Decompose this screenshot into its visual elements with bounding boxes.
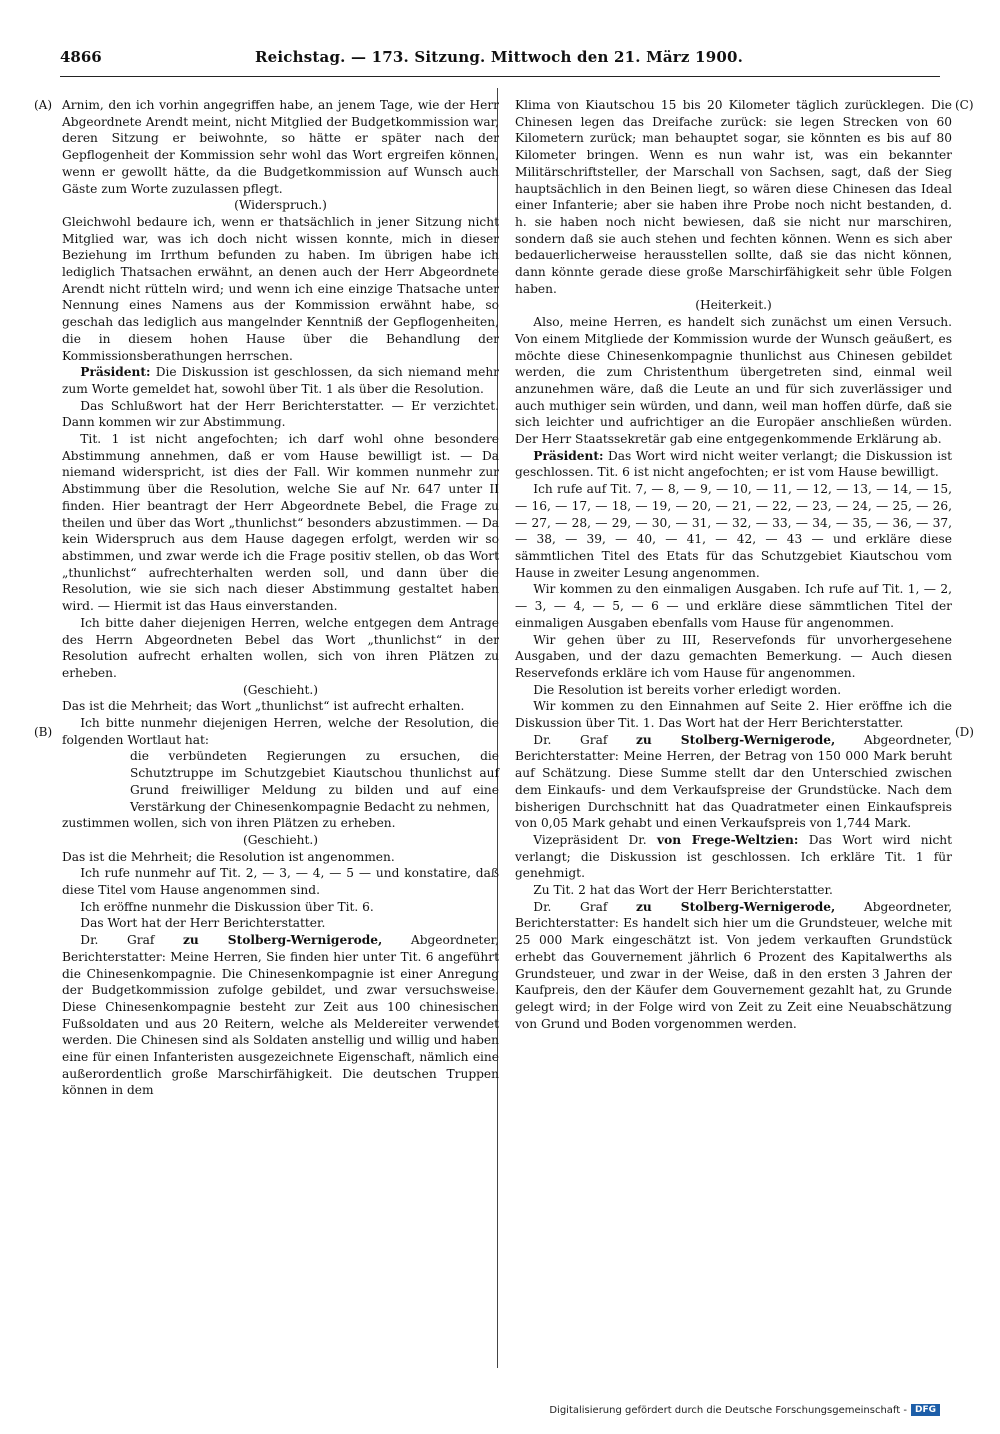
margin-marker-b: (B): [34, 725, 53, 739]
speaker-title: Dr. Graf: [533, 899, 608, 914]
margin-marker-a: (A): [34, 98, 53, 112]
speech-text: Abgeordneter, Berichterstatter: Es handelt sich hier um die Grundsteuer, welche mit 25 000 Mark eingeschätzt ist. Von jedem verkauften Grundstück erhebt das Gouvernement jährlich 6 Prozent des Kapitalwerths als Grundsteuer, und zwar in der Weise, daß in den ersten 3 Jahren der Kaufpreis, den der Käufer dem Gouvernement gezahlt hat, zu Grunde gelegt wird; in der Folge wird von Zeit zu Zeit eine Neuabschätzung von Grund und Boden vorgenommen werden.: [515, 899, 953, 1031]
paragraph: Ich bitte daher diejenigen Herren, welche entgegen dem Antrage des Herrn Abgeordneten Bebel das Wort „thunlichst“ in der Resolution aufrecht erhalten wollen, sich von ihren Plätzen zu erheben.: [62, 615, 499, 680]
paragraph: Gleichwohl bedaure ich, wenn er thatsächlich in jener Sitzung nicht Mitglied war, was ich doch nicht wissen konnte, mich in dieser Beziehung im Irrthum befunden zu haben. Im übrigen habe ich lediglich Thatsachen erwähnt, an denen auch der Herr Abgeordnete Arendt nicht rütteln wird; und wenn ich eine einzige Thatsache unter Nennung eines Namens aus der Kommission erwähnt habe, so geschah das lediglich aus mangelnder Kenntniß der Gepflogenheiten, die in diesem hohen Hause über die Behandlung der Kommissionsberathungen herrschen.: [62, 214, 499, 363]
speech-paragraph: [62, 932, 499, 1099]
speaker-name: von Frege-Weltzien:: [657, 832, 799, 847]
speech-text: Abgeordneter, Berichterstatter: Meine Herren, Sie finden hier unter Tit. 6 angeführt die Chinesenkompagnie. Die Chinesenkompagnie ist einer Anregung der Budgetkommission zufolge gebildet, und zwar versuchsweise. Diese Chinesenkompagnie besteht zur Zeit aus 100 chinesischen Fußsoldaten und aus 20 Reitern, welche als Meldereiter verwendet werden. Die Chinesen sind als Soldaten anstellig und willig und haben eine für einen Infanteristen ausgezeichnete Eigenschaft, nämlich eine außerordentlich große Marschirfähigkeit. Die deutschen Truppen können in dem: [62, 933, 500, 1098]
right-column: [515, 97, 952, 1032]
paragraph: Das Schlußwort hat der Herr Berichterstatter. — Er verzichtet. Dann kommen wir zur Abstimmung.: [62, 398, 499, 430]
dfg-logo: DFG: [911, 1404, 940, 1416]
page-header: [60, 46, 940, 77]
interjection: (Heiterkeit.): [695, 298, 772, 313]
speech-paragraph: [515, 448, 952, 481]
speaker-title: Dr. Graf: [533, 732, 608, 747]
page-number: 4866: [60, 48, 102, 66]
interjection: (Geschieht.): [242, 682, 319, 697]
speaker-title: Dr. Graf: [80, 933, 155, 948]
paragraph: Klima von Kiautschou 15 bis 20 Kilometer täglich zurücklegen. Die Chinesen legen das Dreifache zurück: sie legen Strecken von 60 Kilometern zurück; man behauptet sogar, sie könnten es bis auf 80 Kilometer bringen. Wenn es nun wahr ist, was ein bekannter Militärschriftsteller, der Marschall von Sachsen, sagt, daß der Sieg hauptsächlich in den Beinen liegt, so wären diese Chinesen das Ideal einer Infanterie; aber sie haben ihre Probe noch nicht bestanden, d. h. sie haben noch nicht bewiesen, daß sie nicht nur marschiren, sondern daß sie auch stehen und fechten können. Wenn es sich aber bedauerlicherweise herausstellen sollte, daß sie das nicht können, dann könnte gerade diese große Marschirfähigkeit sehr üble Folgen haben.: [515, 98, 952, 296]
paragraph: Ich bitte nunmehr diejenigen Herren, welche der Resolution, die folgenden Wortlaut hat:: [62, 716, 499, 747]
paragraph: Arnim, den ich vorhin angegriffen habe, an jenem Tage, wie der Herr Abgeordnete Arendt meint, nicht Mitglied der Budgetkommission war, deren Sitzung er beiwohnte, so hätte er später nach der Gepflogenheit der Kommission sehr wohl das Wort ergreifen können, wenn er gewollt hätte, da die Budgetkommission auf Wunsch auch Gäste zum Worte zuzulassen pflegt.: [62, 98, 499, 196]
interjection: (Widerspruch.): [234, 198, 327, 213]
paragraph: Also, meine Herren, es handelt sich zunächst um einen Versuch. Von einem Mitgliede der Kommission wurde der Wunsch geäußert, es möchte diese Chinesenkompagnie thunlichst aus Chinesen gebildet werden, die zum Christenthum übergetreten sind, einmal weil anzunehmen wäre, daß die Leute an und für sich zuverlässiger und auch muthiger sein würden, und dann, weil man hoffen dürfe, daß sie sich leichter und aufrichtiger an die Europäer anschließen würden. Der Herr Staatssekretär gab eine entgegenkommende Erklärung ab.: [515, 315, 952, 447]
margin-marker-c: (C): [955, 98, 974, 112]
footer-text: Digitalisierung gefördert durch die Deutsche Forschungsgemeinschaft -: [549, 1405, 907, 1416]
running-title: Reichstag. — 173. Sitzung. Mittwoch den 21. März 1900.: [255, 48, 744, 66]
paragraph: zustimmen wollen, sich von ihren Plätzen zu erheben.: [62, 816, 396, 831]
interjection: (Geschieht.): [242, 832, 319, 847]
paragraph: Ich rufe nunmehr auf Tit. 2, — 3, — 4, — 5 — und konstatire, daß diese Titel vom Hause angenommen sind.: [62, 866, 499, 898]
speaker-name: Präsident:: [80, 365, 151, 380]
left-column: [62, 97, 499, 1099]
digitization-footer: [549, 1404, 940, 1416]
paragraph: Das ist die Mehrheit; das Wort „thunlichst“ ist aufrecht erhalten.: [62, 699, 465, 714]
speaker-name: zu Stolberg-Wernigerode,: [183, 933, 383, 948]
speech-text: Abgeordneter, Berichterstatter: Meine Herren, der Betrag von 150 000 Mark beruht auf Schätzung. Diese Summe stellt dar den Unterschied zwischen dem Einkaufs- und dem Verkaufspreise der Grundstücke. Nach dem bisherigen Durchschnitt hat das Quadratmeter einen Einkaufspreis von 0,05 Mark gehabt und einen Verkaufspreis von 1,744 Mark.: [515, 732, 953, 831]
paragraph: Ich rufe auf Tit. 7, — 8, — 9, — 10, — 11, — 12, — 13, — 14, — 15, — 16, — 17, — 18, — 19, — 20, — 21, — 22, — 23, — 24, — 25, — 26, — 27, — 28, — 29, — 30, — 31, — 32, — 33, — 34, — 35, — 36, — 37, — 38, — 39, — 40, — 41, — 42, — 43 — und erkläre diese sämmtlichen Titel des Etats für das Schutzgebiet Kiautschou vom Hause in zweiter Lesung angenommen.: [515, 482, 952, 580]
speech-paragraph: [515, 899, 952, 1033]
paragraph: Tit. 1 ist nicht angefochten; ich darf wohl ohne besondere Abstimmung annehmen, daß er vom Hause bewilligt ist. — Da niemand widerspricht, ist dies der Fall. Wir kommen nunmehr zur Abstimmung über die Resolution, welche Sie auf Nr. 647 unter II finden. Hier beantragt der Herr Abgeordnete Bebel, die Frage zu theilen und über das Wort „thunlichst“ besonders abzustimmen. — Da kein Widerspruch aus dem Hause dagegen erfolgt, werden wir so abstimmen, und zwar werde ich die Frage positiv stellen, ob das Wort „thunlichst“ aufrechterhalten werden soll, und dann über die Resolution, wie sie sich nach dieser Abstimmung gestaltet haben wird. — Hiermit ist das Haus einverstanden.: [62, 432, 499, 614]
paragraph: Wir gehen über zu III, Reservefonds für unvorhergesehene Ausgaben, und der dazu gemachten Bemerkung. — Auch diesen Reservefonds erkläre ich vom Hause für angenommen.: [515, 632, 952, 680]
paragraph: Ich eröffne nunmehr die Diskussion über Tit. 6.: [80, 899, 374, 914]
paragraph: Das Wort hat der Herr Berichterstatter.: [80, 916, 326, 931]
speech-text: Die Diskussion ist geschlossen, da sich niemand mehr zum Worte gemeldet hat, sowohl über Tit. 1 als über die Resolution.: [62, 365, 499, 396]
speech-paragraph: [515, 732, 952, 832]
margin-marker-d: (D): [955, 725, 974, 739]
paragraph: Wir kommen zu den einmaligen Ausgaben. Ich rufe auf Tit. 1, — 2, — 3, — 4, — 5, — 6 — und erkläre diese sämmtlichen Titel der einmaligen Ausgaben ebenfalls vom Hause für angenommen.: [515, 582, 952, 630]
resolution-quote: die verbündeten Regierungen zu ersuchen, die Schutztruppe im Schutzgebiet Kiautschou thunlichst auf Grund freiwilliger Meldung zu bilden und auf eine Verstärkung der Chinesenkompagnie Bedacht zu nehmen,: [130, 749, 499, 814]
speech-text: Das Wort wird nicht verlangt; die Diskussion ist geschlossen. Ich erkläre Tit. 1 für genehmigt.: [515, 832, 953, 881]
speech-text: Das Wort wird nicht weiter verlangt; die Diskussion ist geschlossen. Tit. 6 ist nicht angefochten; er ist vom Hause bewilligt.: [515, 448, 952, 480]
paragraph: Zu Tit. 2 hat das Wort der Herr Berichterstatter.: [533, 883, 833, 898]
speech-paragraph: [515, 832, 952, 882]
speaker-name: zu Stolberg-Wernigerode,: [636, 732, 836, 747]
paragraph: Wir kommen zu den Einnahmen auf Seite 2. Hier eröffne ich die Diskussion über Tit. 1. Das Wort hat der Herr Berichterstatter.: [515, 699, 952, 731]
speaker-title: Vizepräsident Dr.: [533, 832, 647, 847]
paragraph: Die Resolution ist bereits vorher erledigt worden.: [533, 682, 842, 697]
paragraph: Das ist die Mehrheit; die Resolution ist angenommen.: [62, 849, 395, 864]
speech-paragraph: [62, 364, 499, 397]
speaker-name: Präsident:: [533, 448, 604, 463]
speaker-name: zu Stolberg-Wernigerode,: [636, 899, 836, 914]
